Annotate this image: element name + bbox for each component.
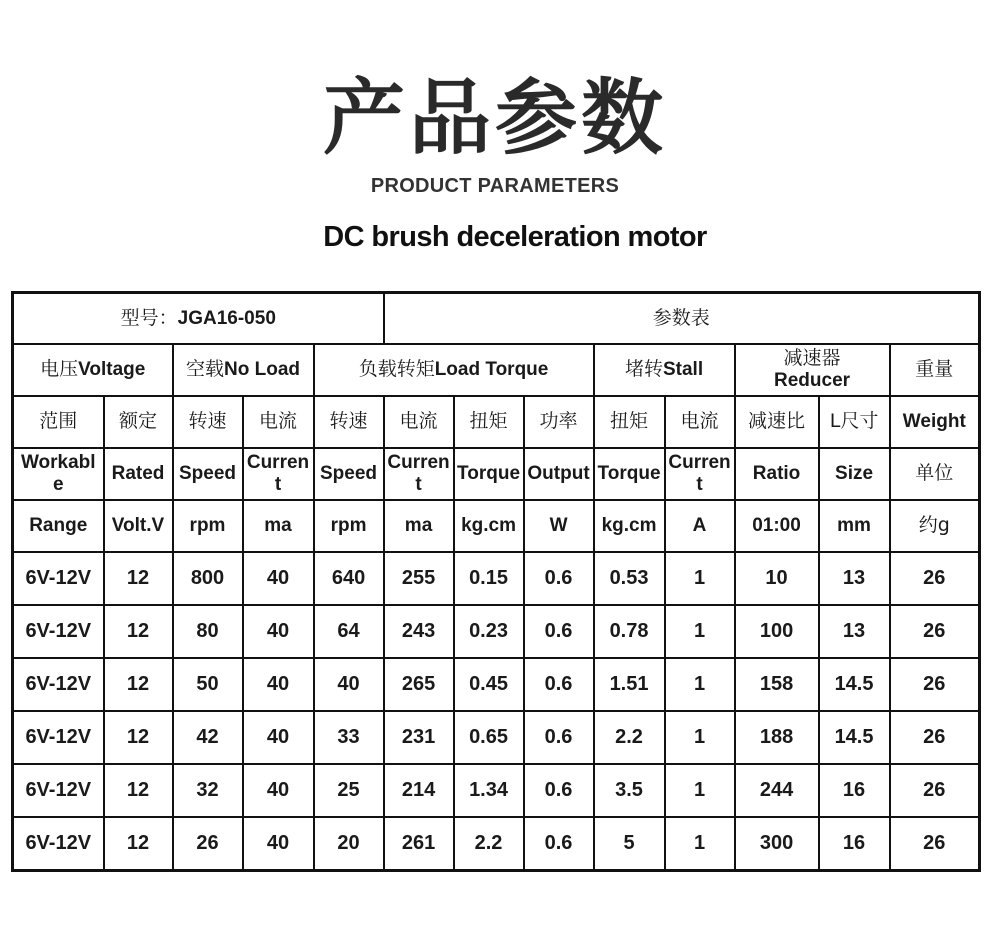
en-header-cell: Current [665, 448, 735, 500]
table-cell: 26 [890, 552, 980, 605]
group-stall [594, 344, 735, 396]
product-subtitle: DC brush deceleration motor [323, 221, 707, 253]
table-cell: 2.2 [594, 711, 665, 764]
table-row [13, 817, 980, 871]
table-cell: 244 [735, 764, 819, 817]
table-cell: 0.15 [454, 552, 524, 605]
table-cell: 20 [314, 817, 384, 871]
table-cell: 12 [104, 658, 173, 711]
group-stall-cn: 堵转 [624, 358, 663, 381]
table-cell: 12 [104, 605, 173, 658]
en-header-cell: Torque [594, 448, 665, 500]
table-cell: 300 [735, 817, 819, 871]
table-cell: 40 [314, 658, 384, 711]
cn-header-cell: 额定 [104, 396, 173, 448]
unit-header-cell: ma [243, 500, 314, 552]
unit-header-cell: A [665, 500, 735, 552]
table-cell: 40 [243, 658, 314, 711]
table-cell: 1 [665, 817, 735, 871]
group-stall-en: Stall [662, 359, 704, 381]
table-cell: 6V-12V [13, 764, 104, 817]
table-cell: 12 [104, 711, 173, 764]
en-header-cell: Current [384, 448, 454, 500]
unit-header-cell: rpm [314, 500, 384, 552]
table-cell: 1 [665, 711, 735, 764]
table-cell: 0.78 [594, 605, 665, 658]
table-cell: 33 [314, 711, 384, 764]
group-load-torque [314, 344, 594, 396]
model-cell [13, 293, 384, 344]
group-voltage-en: Voltage [78, 359, 146, 381]
model-row [13, 293, 980, 344]
unit-header-cell: kg.cm [594, 500, 665, 552]
table-cell: 12 [104, 764, 173, 817]
en-header-cell: Speed [314, 448, 384, 500]
en-header-cell: Output [524, 448, 594, 500]
model-value: JGA16-050 [177, 307, 276, 329]
table-cell: 14.5 [819, 711, 890, 764]
group-reducer [735, 344, 890, 396]
table-cell: 80 [173, 605, 243, 658]
table-cell: 0.6 [524, 764, 594, 817]
model-label: 型号： [120, 306, 178, 329]
en-header-cell: Torque [454, 448, 524, 500]
cn-header-cell: 电流 [665, 396, 735, 448]
table-cell: 6V-12V [13, 658, 104, 711]
en-header-cell: Current [243, 448, 314, 500]
table-cell: 188 [735, 711, 819, 764]
table-cell: 64 [314, 605, 384, 658]
table-cell: 231 [384, 711, 454, 764]
unit-header-cell: Volt.V [104, 500, 173, 552]
unit-header-cell: ma [384, 500, 454, 552]
table-cell: 0.53 [594, 552, 665, 605]
table-cell: 10 [735, 552, 819, 605]
en-header-row [13, 448, 980, 500]
table-cell: 40 [243, 817, 314, 871]
unit-header-cell: W [524, 500, 594, 552]
table-cell: 261 [384, 817, 454, 871]
table-cell: 1.51 [594, 658, 665, 711]
unit-header-row [13, 500, 980, 552]
table-cell: 32 [173, 764, 243, 817]
table-cell: 26 [890, 711, 980, 764]
cn-header-row [13, 396, 980, 448]
en-header-cell: Rated [104, 448, 173, 500]
cn-header-cell: 转速 [173, 396, 243, 448]
unit-header-cell: 01:00 [735, 500, 819, 552]
unit-header-cell: mm [819, 500, 890, 552]
table-row [13, 711, 980, 764]
table-cell: 26 [890, 764, 980, 817]
table-cell: 100 [735, 605, 819, 658]
table-cell: 1 [665, 764, 735, 817]
unit-header-cell: Range [13, 500, 104, 552]
group-no-load [173, 344, 314, 396]
cn-header-cell: 扭矩 [454, 396, 524, 448]
table-cell: 6V-12V [13, 552, 104, 605]
table-cell: 243 [384, 605, 454, 658]
table-row [13, 658, 980, 711]
cn-header-cell: 电流 [243, 396, 314, 448]
page-title-english: PRODUCT PARAMETERS [370, 175, 620, 197]
table-cell: 25 [314, 764, 384, 817]
en-header-cell: Workable [13, 448, 104, 500]
unit-header-cell: kg.cm [454, 500, 524, 552]
table-row [13, 605, 980, 658]
en-header-cell: Speed [173, 448, 243, 500]
en-header-cell: Size [819, 448, 890, 500]
cn-header-cell: Weight [890, 396, 980, 448]
table-cell: 0.23 [454, 605, 524, 658]
table-cell: 40 [243, 764, 314, 817]
table-cell: 42 [173, 711, 243, 764]
cn-header-cell: L尺寸 [819, 396, 890, 448]
table-cell: 0.65 [454, 711, 524, 764]
en-header-cell: Ratio [735, 448, 819, 500]
table-cell: 14.5 [819, 658, 890, 711]
table-cell: 0.45 [454, 658, 524, 711]
table-cell: 214 [384, 764, 454, 817]
table-cell: 0.6 [524, 817, 594, 871]
table-row [13, 552, 980, 605]
group-load-torque-en: Load Torque [434, 359, 549, 381]
table-cell: 265 [384, 658, 454, 711]
table-cell: 1 [665, 552, 735, 605]
parameters-table [11, 291, 981, 872]
table-cell: 26 [890, 817, 980, 871]
table-cell: 12 [104, 817, 173, 871]
unit-header-cell: rpm [173, 500, 243, 552]
table-cell: 0.6 [524, 605, 594, 658]
table-cell: 2.2 [454, 817, 524, 871]
table-cell: 26 [890, 658, 980, 711]
group-voltage-cn: 电压 [40, 358, 79, 381]
table-cell: 16 [819, 764, 890, 817]
cn-header-cell: 范围 [13, 396, 104, 448]
table-cell: 640 [314, 552, 384, 605]
table-cell: 40 [243, 605, 314, 658]
unit-header-cell: 约g [890, 500, 980, 552]
group-header-row [13, 344, 980, 396]
table-cell: 13 [819, 605, 890, 658]
group-reducer-cn: 减速器 [783, 347, 841, 370]
group-no-load-en: No Load [224, 359, 300, 381]
table-cell: 40 [243, 711, 314, 764]
table-cell: 12 [104, 552, 173, 605]
en-header-cell: 单位 [890, 448, 980, 500]
group-reducer-en: Reducer [774, 369, 851, 391]
table-cell: 6V-12V [13, 711, 104, 764]
table-cell: 5 [594, 817, 665, 871]
table-cell: 3.5 [594, 764, 665, 817]
table-cell: 1 [665, 605, 735, 658]
table-cell: 26 [890, 605, 980, 658]
table-cell: 50 [173, 658, 243, 711]
table-row [13, 764, 980, 817]
cn-header-cell: 转速 [314, 396, 384, 448]
table-cell: 0.6 [524, 552, 594, 605]
data-rows [13, 552, 980, 871]
page-title: 产品参数 [322, 71, 667, 166]
table-cell: 13 [819, 552, 890, 605]
table-cell: 6V-12V [13, 605, 104, 658]
table-cell: 16 [819, 817, 890, 871]
group-voltage [13, 344, 173, 396]
table-cell: 1 [665, 658, 735, 711]
cn-header-cell: 减速比 [735, 396, 819, 448]
table-cell: 255 [384, 552, 454, 605]
table-cell: 6V-12V [13, 817, 104, 871]
group-load-torque-cn: 负载转矩 [358, 358, 435, 381]
table-cell: 158 [735, 658, 819, 711]
cn-header-cell: 电流 [384, 396, 454, 448]
group-no-load-cn: 空载 [185, 358, 224, 381]
table-cell: 1.34 [454, 764, 524, 817]
parameter-table-label: 参数表 [384, 293, 980, 344]
cn-header-cell: 功率 [524, 396, 594, 448]
table-cell: 26 [173, 817, 243, 871]
table-cell: 40 [243, 552, 314, 605]
cn-header-cell: 扭矩 [594, 396, 665, 448]
table-cell: 0.6 [524, 711, 594, 764]
group-weight: 重量 [890, 344, 980, 396]
table-cell: 0.6 [524, 658, 594, 711]
table-cell: 800 [173, 552, 243, 605]
